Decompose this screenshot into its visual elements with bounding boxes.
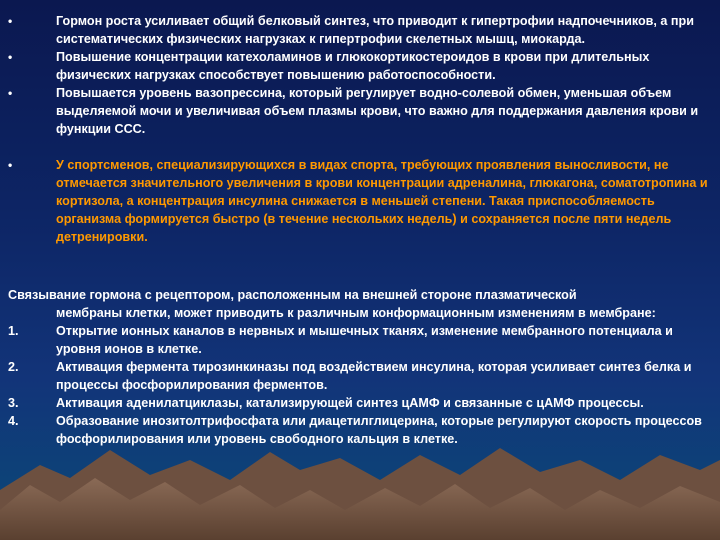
bullet-icon: • [8, 86, 13, 100]
bullet-item-growth-hormone [0, 12, 720, 48]
item-number: 1. [8, 324, 19, 338]
bullet-item-catecholamines [0, 48, 720, 84]
bullet-icon: • [8, 158, 13, 172]
numbered-item-ion-channels [0, 322, 720, 358]
item-text: Открытие ионных каналов в нервных и мышечных тканях, изменение мембранного потенциала и уровня ионов в клетке. [56, 324, 673, 356]
bullet-item-endurance-athletes [0, 156, 720, 246]
item-text: Активация фермента тирозинкиназы под воздействием инсулина, которая усиливает синтез белка и процессы фосфорилирования ферментов. [56, 360, 692, 392]
bullet-item-vasopressin [0, 84, 720, 138]
receptor-intro [0, 286, 720, 322]
item-number: 4. [8, 414, 19, 428]
numbered-item-tyrosine-kinase [0, 358, 720, 394]
receptor-intro-line-2: мембраны клетки, может приводить к различным конформационным изменениям в мембране: [56, 306, 656, 320]
bullet-text: Повышение концентрации катехоламинов и глюкокортикостероидов в крови при длительных физических нагрузках способствует повышению работоспособности. [56, 50, 650, 82]
bullet-text: Повышается уровень вазопрессина, который регулирует водно-солевой обмен, уменьшая объем выделяемой мочи и увеличивая объем плазмы крови, что важно для поддержания давления крови и функции ССС. [56, 86, 699, 136]
bullet-text: Гормон роста усиливает общий белковый синтез, что приводит к гипертрофии надпочечников, а при систематических физических нагрузках к гипертрофии скелетных мышц, миокарда. [56, 14, 694, 46]
receptor-section [0, 286, 720, 448]
item-number: 2. [8, 360, 19, 374]
receptor-intro-line-1: Связывание гормона с рецептором, расположенным на внешней стороне плазматической [8, 288, 577, 302]
item-number: 3. [8, 396, 19, 410]
bullet-icon: • [8, 50, 13, 64]
numbered-item-adenylate-cyclase [0, 394, 720, 412]
bullet-list [0, 12, 720, 246]
bullet-text: У спортсменов, специализирующихся в видах спорта, требующих проявления выносливости, не отмечается значительного увеличения в крови концентрации адреналина, глюкагона, соматотропина и кортизола, а концентрация инсулина снижается в меньшей степени. Такая приспособляемость организма формируется быстро (в течение нескольких недель) и сохраняется после пяти недель детренировки. [56, 158, 708, 244]
bullet-icon: • [8, 14, 13, 28]
mountain-landscape [0, 430, 720, 540]
item-text: Активация аденилатциклазы, катализирующей синтез цАМФ и связанные с цАМФ процессы. [56, 396, 644, 410]
item-text: Образование инозитолтрифосфата или диацетилглицерина, которые регулируют скорость процессов фосфорилирования или уровень свободного кальция в клетке. [56, 414, 702, 446]
